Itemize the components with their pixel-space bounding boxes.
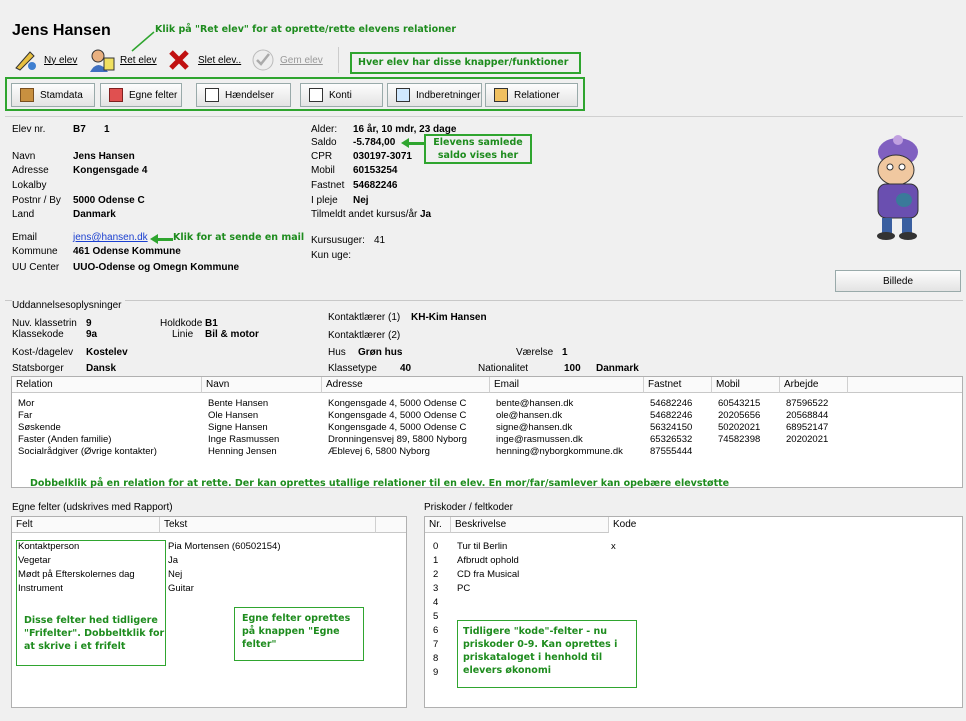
egne-tekst-cell[interactable]: Nej [168, 569, 183, 580]
checkmark-icon [250, 48, 276, 72]
linie-value: Bil & motor [205, 329, 259, 340]
saldo-arrow-icon [408, 142, 424, 145]
relations-icon [494, 88, 508, 102]
pris-beskrivelse-cell[interactable]: PC [457, 583, 471, 594]
pris-kode-cell[interactable]: x [611, 541, 616, 552]
pris-nr-cell: 9 [433, 667, 439, 678]
postnr-value: 5000 Odense C [73, 195, 145, 206]
mobil-label: Mobil [311, 165, 335, 176]
hus-value: Grøn hus [358, 347, 403, 358]
kost-label: Kost-/dagelev [12, 347, 74, 358]
pris-nr-cell: 2 [433, 569, 439, 580]
col-filler [376, 517, 406, 533]
col-kode[interactable]: Kode [613, 519, 637, 530]
tab-konti[interactable]: Konti [300, 83, 383, 107]
uu-value: UUO-Odense og Omegn Kommune [73, 262, 240, 273]
klassetype-label: Klassetype [328, 363, 377, 374]
annotation-saldo: Elevens samlede saldo vises her [433, 137, 523, 161]
egne-felter-title: Egne felter (udskrives med Rapport) [12, 502, 173, 513]
report-icon [396, 88, 410, 102]
adresse-label: Adresse [12, 165, 49, 176]
relation-cell: Kongensgade 4, 5000 Odense C [328, 422, 467, 433]
relation-cell: Far [18, 410, 33, 421]
egne-felt-cell[interactable]: Mødt på Efterskolernes dag [18, 569, 135, 580]
kursusuger-value: 41 [374, 235, 386, 246]
edit-student-button[interactable]: Ret elev [88, 47, 157, 73]
tab-haendelser[interactable]: Hændelser [196, 83, 291, 107]
nationalitet-label: Nationalitet [478, 363, 529, 374]
relation-cell: Inge Rasmussen [208, 434, 280, 445]
col-relation[interactable]: Relation [12, 377, 202, 393]
kontakt1-label: Kontaktlærer (1) [328, 312, 401, 323]
relations-table[interactable] [11, 376, 963, 488]
pris-nr-cell: 0 [433, 541, 439, 552]
tab-indberetninger[interactable]: Indberetninger [387, 83, 482, 107]
alder-label: Alder: [311, 124, 338, 135]
fastnet-label: Fastnet [311, 180, 345, 191]
annotation-relations: Dobbelklik på en relation for at rette. Der kan oprettes utallige relationer til en elev. En mor/far/samlever kan opebære elevstøtte [30, 478, 730, 489]
relation-cell: Søskende [18, 422, 61, 433]
calendar-icon [205, 88, 219, 102]
edit-person-icon [88, 48, 116, 72]
nationalitet-value: Danmark [596, 363, 639, 374]
relation-cell: Faster (Anden familie) [18, 434, 112, 445]
cpr-label: CPR [311, 151, 333, 162]
ipleje-label: I pleje [311, 195, 338, 206]
relation-cell: Socialrådgiver (Øvrige kontakter) [18, 446, 157, 457]
tab-relationer[interactable]: Relationer [485, 83, 578, 107]
navn-value: Jens Hansen [73, 151, 135, 162]
relation-cell: Signe Hansen [208, 422, 268, 433]
relation-cell: Mor [18, 398, 35, 409]
pris-nr-cell: 1 [433, 555, 439, 566]
annotation-mail: Klik for at sende en mail [173, 232, 305, 243]
email-label: Email [12, 232, 38, 243]
cpr-value: 030197-3071 [353, 151, 412, 162]
education-section [5, 300, 963, 301]
pris-nr-cell: 3 [433, 583, 439, 594]
mail-arrow-icon [157, 238, 173, 241]
land-label: Land [12, 209, 35, 220]
relation-cell: 56324150 [650, 422, 693, 433]
relation-cell: ole@hansen.dk [496, 410, 563, 421]
klassekode-label: Klassekode [12, 329, 64, 340]
pris-nr-cell: 8 [433, 653, 439, 664]
col-beskrivelse[interactable]: Beskrivelse [451, 517, 609, 533]
relation-cell: inge@rasmussen.dk [496, 434, 583, 445]
kommune-value: 461 Odense Kommune [73, 246, 181, 257]
tilmeldt-value: Ja [420, 209, 432, 220]
col-tekst[interactable]: Tekst [160, 517, 376, 533]
toolbar-divider [338, 47, 339, 73]
email-link[interactable]: jens@hansen.dk [73, 232, 148, 243]
klassetrin-label: Nuv. klassetrin [12, 318, 77, 329]
col-mobil[interactable]: Mobil [712, 377, 780, 393]
page-title: Jens Hansen [12, 22, 111, 39]
alder-value: 16 år, 10 mdr, 23 dage [353, 124, 457, 135]
col-arbejde[interactable]: Arbejde [780, 377, 848, 393]
col-fastnet[interactable]: Fastnet [644, 377, 712, 393]
kontakt1-value: KH-Kim Hansen [411, 312, 487, 323]
kunuge-label: Kun uge: [311, 250, 352, 261]
save-student-button[interactable]: Gem elev [250, 47, 323, 73]
elevnr-label: Elev nr. [12, 124, 46, 135]
tab-stamdata[interactable]: Stamdata [11, 83, 95, 107]
annotation-frifelter: Disse felter hed tidligere "Frifelter". Dobbeltklik for at skrive i et frifelt [24, 615, 165, 652]
relation-cell: 54682246 [650, 398, 693, 409]
stats-label: Statsborger [12, 363, 64, 374]
relation-cell: 54682246 [650, 410, 693, 421]
egne-tekst-cell[interactable]: Guitar [168, 583, 194, 594]
relation-cell: 50202021 [718, 422, 761, 433]
postnr-label: Postnr / By [12, 195, 61, 206]
tab-egne-felter[interactable]: Egne felter [100, 83, 182, 107]
klassekode-value: 9a [86, 329, 98, 340]
pris-nr-cell: 7 [433, 639, 439, 650]
egne-tekst-cell[interactable]: Ja [168, 555, 179, 566]
saldo-value: -5.784,00 [353, 137, 396, 148]
relation-cell: 60543215 [718, 398, 761, 409]
elevnr-value: B7 [73, 124, 86, 135]
linie-label: Linie [172, 329, 194, 340]
relation-cell: 68952147 [786, 422, 829, 433]
stats-value: Dansk [86, 363, 117, 374]
priskoder-title: Priskoder / feltkoder [424, 502, 513, 513]
vaerelse-label: Værelse [516, 347, 554, 358]
ipleje-value: Nej [353, 195, 369, 206]
elevnr-number: 1 [104, 124, 110, 135]
col-felt[interactable]: Felt [12, 517, 160, 533]
mobil-value: 60153254 [353, 165, 398, 176]
kommune-label: Kommune [12, 246, 58, 257]
relation-cell: 20205656 [718, 410, 761, 421]
egne-felt-cell[interactable]: Kontaktperson [18, 541, 80, 552]
picture-button[interactable]: Billede [835, 270, 961, 292]
holdkode-value: B1 [205, 318, 218, 329]
relation-cell: signe@hansen.dk [496, 422, 573, 433]
annotation-egne: Egne felter oprettes på knappen "Egne felter" [242, 613, 351, 650]
delete-x-icon [168, 49, 190, 71]
adresse-value: Kongensgade 4 [73, 165, 148, 176]
egne-felt-cell[interactable]: Instrument [18, 583, 63, 594]
pris-beskrivelse-cell[interactable]: Tur til Berlin [457, 541, 508, 552]
relation-cell: Ole Hansen [208, 410, 259, 421]
holdkode-label: Holdkode [160, 318, 203, 329]
relation-cell: 74582398 [718, 434, 761, 445]
annotation-edit: Klik på "Ret elev" for at oprette/rette elevens relationer [155, 24, 457, 35]
pris-nr-cell: 4 [433, 597, 439, 608]
relation-cell: 20568844 [786, 410, 829, 421]
lokalby-label: Lokalby [12, 180, 47, 191]
egne-felt-cell[interactable]: Vegetar [18, 555, 51, 566]
kontakt2-label: Kontaktlærer (2) [328, 330, 401, 341]
relation-cell: 20202021 [786, 434, 829, 445]
kursusuger-label: Kursusuger: [311, 235, 365, 246]
relation-cell: Henning Jensen [208, 446, 277, 457]
saldo-label: Saldo [311, 137, 337, 148]
relation-cell: henning@nyborgkommune.dk [496, 446, 623, 457]
tilmeldt-label: Tilmeldt andet kursus/år [311, 209, 418, 220]
hus-label: Hus [328, 347, 346, 358]
col-adresse[interactable]: Adresse [322, 377, 490, 393]
col-filler [848, 377, 962, 393]
pencil-person-icon [12, 48, 38, 72]
land-value: Danmark [73, 209, 116, 220]
relation-cell: Kongensgade 4, 5000 Odense C [328, 398, 467, 409]
document-icon [309, 88, 323, 102]
col-email[interactable]: Email [490, 377, 644, 393]
pris-nr-cell: 6 [433, 625, 439, 636]
relation-cell: Kongensgade 4, 5000 Odense C [328, 410, 467, 421]
kost-value: Kostelev [86, 347, 128, 358]
stamdata-icon [20, 88, 34, 102]
relation-cell: 87555444 [650, 446, 693, 457]
fastnet-value: 54682246 [353, 180, 398, 191]
relation-cell: Æblevej 6, 5800 Nyborg [328, 446, 430, 457]
annotation-kode: Tidligere "kode"-felter - nu priskoder 0-9. Kan oprettes i priskataloget i henhold til elevers økonomi [463, 626, 618, 676]
student-photo [858, 134, 938, 244]
col-nr[interactable]: Nr. [425, 517, 451, 533]
relation-cell: 87596522 [786, 398, 829, 409]
egne-tekst-cell[interactable]: Pia Mortensen (60502154) [168, 541, 281, 552]
relation-cell: 65326532 [650, 434, 693, 445]
annotation-buttons: Hver elev har disse knapper/funktioner [358, 57, 569, 68]
vaerelse-value: 1 [562, 347, 568, 358]
relation-cell: Dronningensvej 89, 5800 Nyborg [328, 434, 467, 445]
klassetrin-value: 9 [86, 318, 92, 329]
relation-cell: Bente Hansen [208, 398, 269, 409]
egne-felter-icon [109, 88, 123, 102]
education-title: Uddannelsesoplysninger [12, 300, 125, 311]
pris-nr-cell: 5 [433, 611, 439, 622]
delete-student-button[interactable]: Slet elev.. [168, 47, 241, 73]
pris-beskrivelse-cell[interactable]: Afbrudt ophold [457, 555, 519, 566]
nationalitet-code: 100 [564, 363, 581, 374]
relation-cell: bente@hansen.dk [496, 398, 574, 409]
navn-label: Navn [12, 151, 36, 162]
klassetype-value: 40 [400, 363, 412, 374]
col-navn[interactable]: Navn [202, 377, 322, 393]
uu-label: UU Center [12, 262, 60, 273]
pris-beskrivelse-cell[interactable]: CD fra Musical [457, 569, 520, 580]
new-student-button[interactable]: Ny elev [12, 47, 77, 73]
